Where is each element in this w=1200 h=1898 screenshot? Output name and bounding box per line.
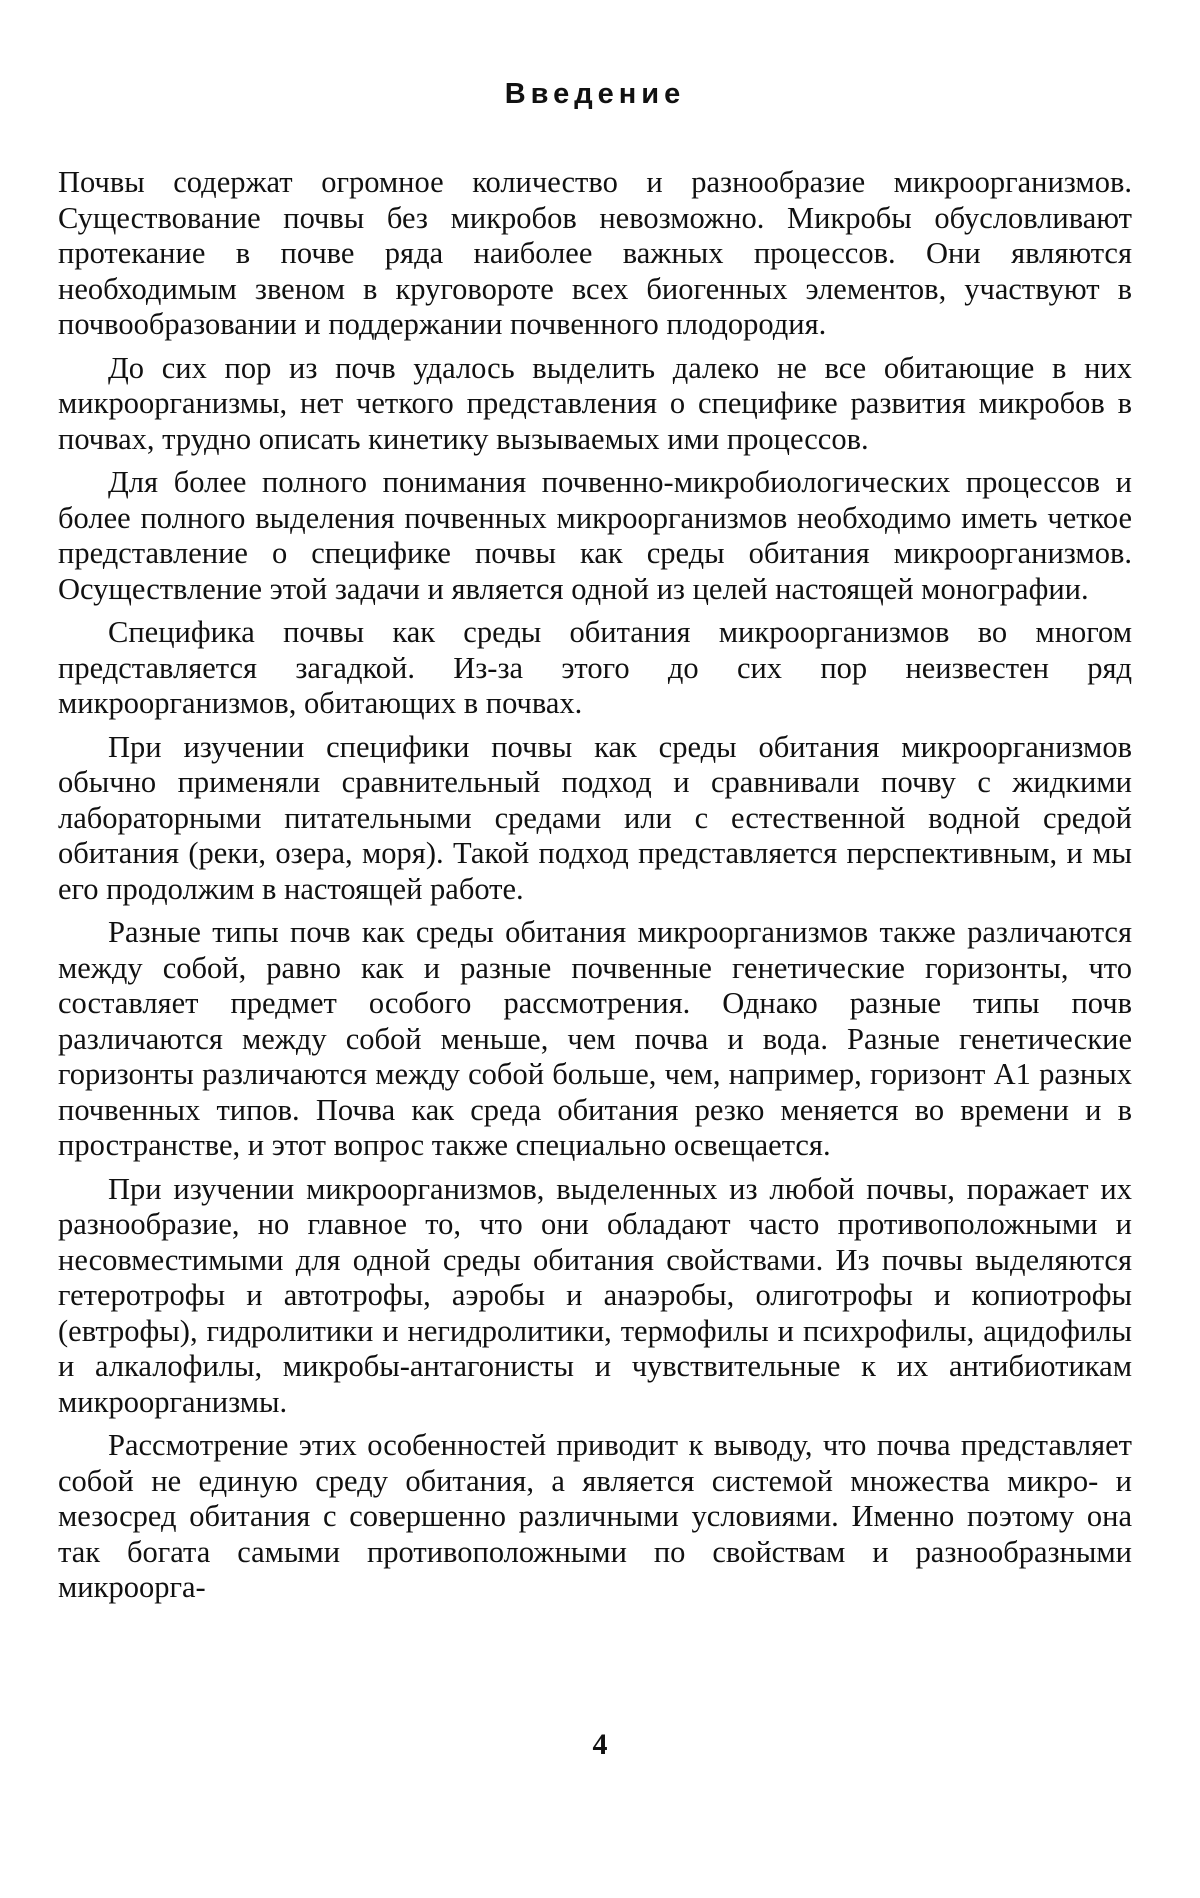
paragraph-3: Для более полного понимания почвенно-микробиологических процессов и более полного выделения почвенных микроорганизмов необходимо иметь четкое представление о специфике почвы как среды обитания микроорганизмов. Осуществление этой задачи и является одной из целей настоящей монографии. [58,465,1132,606]
paragraph-5: При изучении специфики почвы как среды обитания микроорганизмов обычно применяли сравнительный подход и сравнивали почву с жидкими лабораторными питательными средами или с естественной водной средой обитания (реки, озера, моря). Такой подход представляется перспективным, и мы его продолжим в настоящей работе. [58,729,1132,906]
page-number: 4 [592,1728,608,1761]
paragraph-2: До сих пор из почв удалось выделить далеко не все обитающие в них микроорганизмы, нет четкого представления о специфике развития микробов в почвах, трудно описать кинетику вызываемых ими процессов. [58,350,1132,456]
document-page [58,60,1132,1614]
chapter-heading: Введение [504,78,686,110]
paragraph-4: Специфика почвы как среды обитания микроорганизмов во многом представляется загадкой. Из-за этого до сих пор неизвестен ряд микроорганизмов, обитающих в почвах. [58,615,1132,720]
paragraph-1: Почвы содержат огромное количество и разнообразие микроорганизмов. Существование почвы без микробов невозможно. Микробы обусловливают протекание в почве ряда наиболее важных процессов. Они являются необходимым звеном в круговороте всех биогенных элементов, участвуют в почвообразовании и поддержании почвенного плодородия. [58,165,1132,341]
paragraph-7: При изучении микроорганизмов, выделенных из любой почвы, поражает их разнообразие, но главное то, что они обладают часто противоположными и несовместимыми для одной среды обитания свойствами. Из почвы выделяются гетеротрофы и автотрофы, аэробы и анаэробы, олиготрофы и копиотрофы (евтрофы), гидролитики и негидролитики, термофилы и психрофилы, ацидофилы и алкалофилы, микробы-антагонисты и чувствительные к их антибиотикам микроорганизмы. [58,1171,1132,1419]
paragraph-8: Рассмотрение этих особенностей приводит к выводу, что почва представляет собой не единую среду обитания, а является системой множества микро- и мезосред обитания с совершенно различными условиями. Именно поэтому она так богата самыми противоположными по свойствам и разнообразными микроорга- [58,1428,1132,1604]
paragraph-6: Разные типы почв как среды обитания микроорганизмов также различаются между собой, равно как и разные почвенные генетические горизонты, что составляет предмет особого рассмотрения. Однако разные типы почв различаются между собой меньше, чем почва и вода. Разные генетические горизонты различаются между собой больше, чем, например, горизонт A1 разных почвенных типов. Почва как среда обитания резко меняется во времени и в пространстве, и этот вопрос также специально освещается. [58,915,1132,1162]
